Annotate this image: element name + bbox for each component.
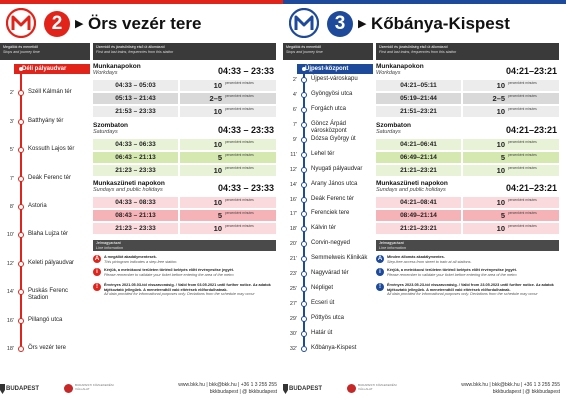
info-text <box>387 283 557 297</box>
frequency-value: 10 <box>213 166 222 175</box>
frequency-row <box>93 93 276 104</box>
frequency-row <box>376 152 559 163</box>
bkv-logo-icon <box>347 384 356 393</box>
day-service-hours: 04:33 – 23:33 <box>217 125 274 135</box>
times-header-hu: Üzemidő és járatsűrűség első út állomásról <box>379 45 448 49</box>
time-range: 05:13 – 21:43 <box>93 93 178 104</box>
time-range: 21:23 – 23:33 <box>93 223 178 234</box>
info-text-hu: Minden állomás akadálymentes. <box>387 255 445 259</box>
frequency-cell <box>180 210 276 221</box>
line-color-bar <box>0 0 283 4</box>
frequency-cell <box>180 139 276 150</box>
frequency-row <box>93 139 276 150</box>
info-text-en: All data provided for informational purposes only. Deviations from the schedule may occur <box>387 292 538 297</box>
frequency-value: 10 <box>213 107 222 116</box>
time-range: 21:21–23:21 <box>376 165 461 176</box>
frequency-unit: percenként minutes <box>508 224 537 228</box>
stop-dot-icon <box>18 119 24 125</box>
stop-name: Blaha Lujza tér <box>28 231 69 238</box>
stop-dot-icon <box>301 316 307 322</box>
time-range: 08:43 – 21:13 <box>93 210 178 221</box>
accessibility-icon: A <box>377 256 383 262</box>
stop-journey-time: 7' <box>292 121 297 128</box>
stop-name: Örs vezér tere <box>28 345 67 351</box>
frequency-unit: percenként minutes <box>225 107 254 111</box>
day-service-hours: 04:21–23:21 <box>505 125 557 135</box>
stop-dot-icon <box>18 346 24 352</box>
direction-arrow-icon: ▶ <box>75 18 84 30</box>
frequency-cell <box>463 106 559 117</box>
stop-row <box>0 340 90 360</box>
frequency-cell <box>463 197 559 208</box>
frequency-unit: percenként minutes <box>225 211 254 215</box>
frequency-value: 5 <box>217 153 222 162</box>
day-service-hours: 04:33 – 23:33 <box>217 183 274 193</box>
stop-journey-time: 23' <box>289 271 297 278</box>
accessibility-icon: A <box>94 256 100 262</box>
contact-line-2: bkkbudapest | @ bkkbudapest <box>209 388 277 395</box>
day-name: Munkanapokon <box>93 63 141 70</box>
frequency-cell <box>463 210 559 221</box>
stop-row <box>0 84 90 104</box>
stop-journey-time: 20' <box>289 241 297 248</box>
stop-journey-time: 25' <box>289 286 297 293</box>
frequency-cell <box>180 223 276 234</box>
stop-journey-time: 18' <box>289 226 297 233</box>
stop-name: Kálvin tér <box>311 225 337 232</box>
day-name-en: Sundays and public holidays <box>376 187 446 193</box>
notice-icon: ! <box>376 283 384 291</box>
time-range: 21:53 – 23:33 <box>93 106 178 117</box>
stops-header-en: Stops and journey time <box>3 49 40 54</box>
time-range: 08:49–21:14 <box>376 210 461 221</box>
time-range: 04:21–06:41 <box>376 139 461 150</box>
stop-dot-icon <box>301 197 307 203</box>
stop-journey-time: 6' <box>292 106 297 113</box>
contact-line-1: www.bkk.hu | bkk@bkk.hu | +36 1 3 255 255 <box>461 382 560 388</box>
stop-name: Pöttyös utca <box>311 315 345 322</box>
frequency-row <box>376 197 559 208</box>
stop-name: Nagyvárad tér <box>311 270 349 277</box>
day-service-hours: 04:21–23:21 <box>505 183 557 193</box>
info-text-en: Step-free access from street to train at all stations. <box>387 259 472 264</box>
time-range: 04:33 – 05:03 <box>93 80 178 91</box>
stop-dot-icon <box>18 318 24 324</box>
frequency-row <box>376 165 559 176</box>
budapest-logo-text: BUDAPEST <box>6 386 40 392</box>
frequency-cell <box>180 106 276 117</box>
frequency-cell <box>463 93 559 104</box>
budapest-crest-icon <box>283 384 288 394</box>
stop-name: Lehel tér <box>311 150 335 157</box>
stop-row <box>0 226 90 246</box>
contact-info <box>178 382 277 395</box>
frequency-value: 2–5 <box>492 94 505 103</box>
info-header <box>93 240 276 251</box>
day-name-en: Workdays <box>376 70 401 76</box>
stop-journey-time: 21' <box>289 256 297 263</box>
stop-name: Deák Ferenc tér <box>28 174 72 181</box>
frequency-row <box>376 80 559 91</box>
info-item <box>376 268 559 280</box>
stop-row <box>283 340 373 360</box>
info-text-hu: Kérjük, a metrókocsi területen történő belépés előtt érvényesítse jegyét. <box>104 268 234 272</box>
stop-row <box>0 283 90 303</box>
frequency-unit: percenként minutes <box>225 198 254 202</box>
frequency-cell <box>463 80 559 91</box>
times-header-en: First and last trains, frequencies from this station <box>96 49 174 54</box>
time-range: 04:33 – 06:33 <box>93 139 178 150</box>
stop-journey-time: 27' <box>289 301 297 308</box>
frequency-unit: percenként minutes <box>508 81 537 85</box>
stop-name: Deák Ferenc tér <box>311 195 355 202</box>
stop-name: Forgách utca <box>311 105 347 112</box>
time-range: 04:21–05:11 <box>376 80 461 91</box>
contact-info <box>461 382 560 395</box>
stop-name: Ecseri út <box>311 300 335 307</box>
frequency-row <box>93 152 276 163</box>
stop-journey-time: 9' <box>292 136 297 143</box>
stop-journey-time: 14' <box>289 181 297 188</box>
stop-name: Keleti pályaudvar <box>28 259 75 266</box>
time-range: 21:51–23:21 <box>376 106 461 117</box>
info-text-en: Please remember to validate your ticket before entering the area of the metro <box>387 272 517 277</box>
stop-name: Széll Kálmán tér <box>28 89 72 96</box>
frequency-cell <box>180 80 276 91</box>
current-stop-name: Újpest-központ <box>305 65 349 72</box>
stop-name: Corvin-negyed <box>311 240 351 247</box>
stop-journey-time: 7' <box>9 175 14 182</box>
frequency-row <box>93 197 276 208</box>
day-name: Munkaszüneti napokon <box>376 180 448 187</box>
stop-name: Nyugati pályaudvar <box>311 165 363 172</box>
stop-journey-time: 12' <box>289 166 297 173</box>
times-header-hu: Üzemidő és járatsűrűség első út állomásról <box>96 45 165 49</box>
day-schedule <box>93 122 276 179</box>
stop-name: Puskás Ferenc Stadion <box>28 288 69 302</box>
frequency-row <box>376 93 559 104</box>
budapest-logo-text: BUDAPEST <box>289 386 323 392</box>
frequency-row <box>93 106 276 117</box>
day-schedule <box>93 180 276 237</box>
info-text-hu: Érvényes 2021.05.03-tól visszavonásig. / Valid from 03.05.2021 until further notice. Az adatok tájékoztató jellegűek. A menetrendtől való eltérések előfordulhatnak. <box>104 283 271 292</box>
frequency-unit: percenként minutes <box>225 166 254 170</box>
direction-arrow-icon: ▶ <box>358 18 367 30</box>
frequency-unit: percenként minutes <box>225 224 254 228</box>
day-schedule <box>376 180 559 237</box>
frequency-cell <box>463 139 559 150</box>
stop-name: Újpest-városkapu <box>311 75 358 82</box>
contact-line-2: bkkbudapest | @ bkkbudapest <box>492 388 560 395</box>
frequency-unit: percenként minutes <box>225 81 254 85</box>
day-name: Szombaton <box>93 122 129 129</box>
line-color-bar <box>283 0 566 4</box>
frequency-value: 5 <box>500 211 505 220</box>
stop-dot-icon <box>301 122 307 128</box>
time-range: 04:33 – 08:33 <box>93 197 178 208</box>
stops-header-hu: Megállók és menetidő <box>286 45 321 49</box>
frequency-cell <box>463 223 559 234</box>
info-text <box>387 255 557 264</box>
info-text <box>104 283 274 297</box>
frequency-unit: percenként minutes <box>225 153 254 157</box>
current-stop-name: Déli pályaudvar <box>22 65 67 72</box>
info-text-en: All data provided for informational purposes only. Deviations from the schedule may occur <box>104 292 255 297</box>
day-name-en: Sundays and public holidays <box>93 187 163 193</box>
stop-name: Dózsa György út <box>311 135 356 142</box>
stop-dot-icon <box>18 289 24 295</box>
frequency-cell <box>180 165 276 176</box>
metro-logo-icon <box>289 8 319 38</box>
frequency-row <box>93 80 276 91</box>
info-text-en: Please remember to validate your ticket before entering the area of the metro <box>104 272 234 277</box>
frequency-row <box>93 165 276 176</box>
current-stop-highlight <box>14 64 90 74</box>
stops-header <box>283 43 373 60</box>
stop-dot-icon <box>301 92 307 98</box>
stop-journey-time: 4' <box>292 91 297 98</box>
stop-dot-icon <box>301 107 307 113</box>
time-range: 05:19–21:44 <box>376 93 461 104</box>
frequency-value: 10 <box>213 224 222 233</box>
info-text-hu: Kérjük, a metrókocsi területen történő belépés előtt érvényesítse jegyét. <box>387 268 517 272</box>
bkv-logo-text: BUDAPESTI KÖZLEKEDÉSI VÁLLALAT <box>75 383 114 391</box>
stop-name: Népliget <box>311 285 334 292</box>
frequency-value: 10 <box>496 107 505 116</box>
day-name: Munkanapokon <box>376 63 424 70</box>
frequency-value: 10 <box>213 198 222 207</box>
info-text <box>104 255 274 264</box>
stops-header <box>0 43 90 60</box>
timetable-sheet-m3 <box>283 0 566 400</box>
info-item <box>376 255 559 267</box>
info-header-hu: Jelmagyarázat <box>96 241 121 245</box>
times-header <box>93 43 276 60</box>
frequency-cell <box>463 152 559 163</box>
stop-dot-icon <box>301 167 307 173</box>
stop-dot-icon <box>18 147 24 153</box>
stop-name: Kőbánya-Kispest <box>311 345 357 351</box>
stop-journey-time: 32' <box>289 346 297 352</box>
stop-row <box>0 141 90 161</box>
notice-icon: ! <box>93 283 101 291</box>
day-service-hours: 04:21–23:21 <box>505 66 557 76</box>
info-item <box>93 283 276 303</box>
stop-name: Gyöngyösi utca <box>311 90 353 97</box>
frequency-value: 5 <box>217 211 222 220</box>
frequency-value: 10 <box>496 224 505 233</box>
info-text <box>387 268 557 277</box>
stop-dot-icon <box>301 331 307 337</box>
frequency-unit: percenként minutes <box>508 94 537 98</box>
times-header-en: First and last trains, frequencies from this station <box>379 49 457 54</box>
stop-row <box>0 198 90 218</box>
frequency-cell <box>180 152 276 163</box>
stop-journey-time: 2' <box>292 76 297 83</box>
stop-name: Határ út <box>311 330 333 337</box>
stop-dot-icon <box>18 176 24 182</box>
footer <box>283 380 566 400</box>
frequency-unit: percenként minutes <box>508 198 537 202</box>
day-name-en: Workdays <box>93 70 118 76</box>
stop-dot-icon <box>18 261 24 267</box>
stop-row <box>0 312 90 332</box>
info-text <box>104 268 274 277</box>
frequency-unit: percenként minutes <box>225 94 254 98</box>
footer <box>0 380 283 400</box>
time-range: 06:49–21:14 <box>376 152 461 163</box>
stop-name: Semmelweis Klinikák <box>311 255 368 262</box>
stop-dot-icon <box>301 271 307 277</box>
frequency-value: 5 <box>500 153 505 162</box>
info-text-hu: Érvényes 2023.05.23-tól visszavonásig. / Valid from 23.05.2023 until further notice. Az adatok tájékoztató jellegűek. A menetrendtől való eltérések előfordulhatnak. <box>387 283 554 292</box>
stop-journey-time: 2' <box>9 90 14 97</box>
stops-header-hu: Megállók és menetidő <box>3 45 38 49</box>
frequency-cell <box>463 165 559 176</box>
stop-journey-time: 8' <box>9 204 14 210</box>
stop-dot-icon <box>301 241 307 247</box>
frequency-value: 10 <box>213 81 222 90</box>
frequency-unit: percenként minutes <box>508 211 537 215</box>
terminus-title: Örs vezér tere <box>88 14 202 33</box>
day-schedule <box>376 63 559 120</box>
budapest-crest-icon <box>0 384 5 394</box>
times-header <box>376 43 559 60</box>
stop-journey-time: 17' <box>289 211 297 218</box>
frequency-row <box>93 223 276 234</box>
stop-dot-icon <box>301 152 307 158</box>
stop-journey-time: 10' <box>6 232 14 239</box>
day-schedule <box>93 63 276 120</box>
info-header-en: Line information <box>379 245 407 250</box>
ticket-info-icon: i <box>93 268 101 276</box>
frequency-value: 10 <box>496 166 505 175</box>
line-number-badge: 2 <box>44 11 70 37</box>
info-item <box>93 268 276 280</box>
info-header-en: Line information <box>96 245 124 250</box>
stop-dot-icon <box>301 77 307 83</box>
stop-dot-icon <box>301 256 307 262</box>
stop-name: Arany János utca <box>311 180 358 187</box>
stop-dot-icon <box>301 182 307 188</box>
info-item <box>376 283 559 303</box>
time-range: 06:43 – 21:13 <box>93 152 178 163</box>
frequency-row <box>376 223 559 234</box>
info-text-hu: A megállót akadálymentesek. <box>104 255 157 259</box>
frequency-unit: percenként minutes <box>508 140 537 144</box>
stop-dot-icon <box>301 346 307 352</box>
day-name-en: Saturdays <box>376 129 401 135</box>
stop-dot-icon <box>301 301 307 307</box>
stop-dot-icon <box>18 232 24 238</box>
day-name-en: Saturdays <box>93 129 118 135</box>
frequency-value: 10 <box>213 140 222 149</box>
time-range: 21:21–23:21 <box>376 223 461 234</box>
stop-journey-time: 12' <box>6 260 14 267</box>
info-item <box>93 255 276 267</box>
frequency-value: 10 <box>496 198 505 207</box>
sheet-header <box>0 5 283 41</box>
stops-header-en: Stops and journey time <box>286 49 323 54</box>
stop-name: Göncz Árpád városközpont <box>311 120 347 134</box>
stop-name: Ferenciek tere <box>311 210 350 217</box>
stop-name: Pillangó utca <box>28 316 63 323</box>
day-name: Munkaszüneti napokon <box>93 180 165 187</box>
frequency-value: 10 <box>496 81 505 90</box>
stop-journey-time: 29' <box>289 316 297 323</box>
metro-logo-icon <box>6 8 36 38</box>
stop-journey-time: 14' <box>6 289 14 296</box>
info-header-hu: Jelmagyarázat <box>379 241 404 245</box>
time-range: 21:23 – 23:33 <box>93 165 178 176</box>
day-name: Szombaton <box>376 122 412 129</box>
stop-journey-time: 30' <box>289 331 297 338</box>
stop-dot-icon <box>301 137 307 143</box>
stop-dot-icon <box>301 211 307 217</box>
stop-journey-time: 18' <box>6 346 14 352</box>
frequency-row <box>376 210 559 221</box>
frequency-row <box>93 210 276 221</box>
contact-line-1: www.bkk.hu | bkk@bkk.hu | +36 1 3 255 255 <box>178 382 277 388</box>
stop-journey-time: 5' <box>9 147 14 154</box>
stop-journey-time: 16' <box>6 317 14 324</box>
terminus-title: Kőbánya-Kispest <box>371 14 510 33</box>
stop-name: Astoria <box>28 203 47 209</box>
frequency-unit: percenként minutes <box>508 153 537 157</box>
frequency-cell <box>180 197 276 208</box>
stop-journey-time: 16' <box>289 196 297 203</box>
sheet-header <box>283 5 566 41</box>
stop-name: Kossuth Lajos tér <box>28 146 75 153</box>
day-service-hours: 04:33 – 23:33 <box>217 66 274 76</box>
stop-row <box>0 255 90 275</box>
ticket-info-icon: i <box>376 268 384 276</box>
frequency-unit: percenként minutes <box>508 166 537 170</box>
frequency-row <box>376 106 559 117</box>
stop-row <box>0 170 90 190</box>
bkv-logo-icon <box>64 384 73 393</box>
frequency-row <box>376 139 559 150</box>
stop-dot-icon <box>18 90 24 96</box>
stop-dot-icon <box>301 226 307 232</box>
frequency-cell <box>180 93 276 104</box>
frequency-unit: percenként minutes <box>225 140 254 144</box>
stop-journey-time: 3' <box>9 118 14 125</box>
day-schedule <box>376 122 559 179</box>
info-text-en: This pictogram indicates a step-free station. <box>104 259 178 264</box>
stop-dot-icon <box>301 286 307 292</box>
info-header <box>376 240 559 251</box>
stop-row <box>0 113 90 133</box>
bkv-logo-text: BUDAPESTI KÖZLEKEDÉSI VÁLLALAT <box>358 383 397 391</box>
stop-name: Batthyány tér <box>28 117 64 124</box>
frequency-unit: percenként minutes <box>508 107 537 111</box>
time-range: 04:21–08:41 <box>376 197 461 208</box>
stop-dot-icon <box>18 204 24 210</box>
frequency-value: 2–5 <box>209 94 222 103</box>
line-number-badge: 3 <box>327 11 353 37</box>
stop-journey-time: 11' <box>290 151 297 158</box>
frequency-value: 10 <box>496 140 505 149</box>
